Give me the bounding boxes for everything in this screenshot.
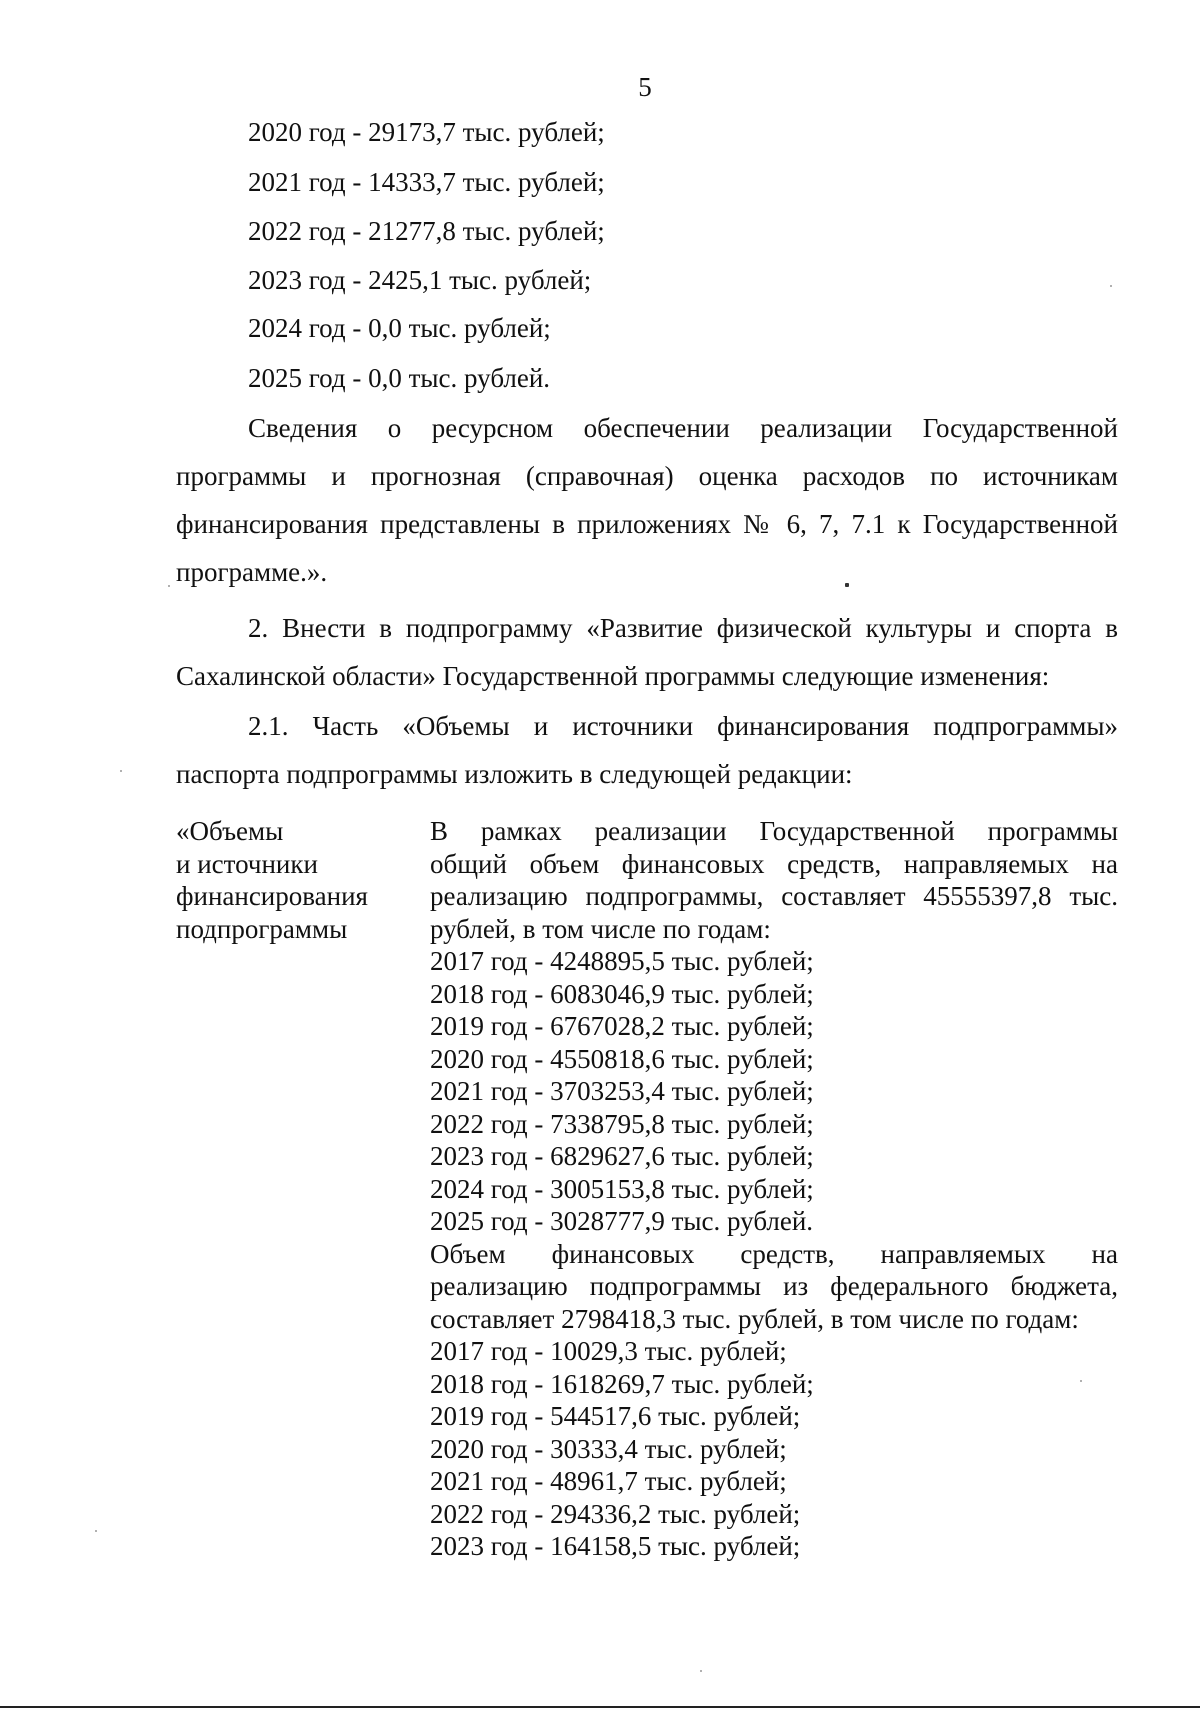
content-line: реализацию подпрограммы из федерального бюджета, [430,1271,1118,1301]
year-line: 2020 год - 30333,4 тыс. рублей; [430,1433,787,1464]
scan-speck [95,1530,97,1532]
year-line: 2021 год - 3703253,4 тыс. рублей; [430,1076,814,1106]
content-line: составляет 2798418,3 тыс. рублей, в том числе по годам: [430,1303,1079,1334]
year-line: 2023 год - 164158,5 тыс. рублей; [430,1531,801,1561]
year-line: 2017 год - 10029,3 тыс. рублей; [430,1336,787,1366]
year-line-2021: 2021 год - 14333,7 тыс. рублей; [248,167,605,197]
year-line: 2019 год - 544517,6 тыс. рублей; [430,1401,801,1431]
year-line-2025: 2025 год - 0,0 тыс. рублей. [248,363,551,393]
item-2-1-line-1: 2.1. Часть «Объемы и источники финансирования подпрограммы» [248,711,1118,741]
label-line: подпрограммы [176,913,348,944]
resources-line-2: программы и прогнозная (справочная) оценка расходов по источникам [176,461,1118,491]
year-line: 2025 год - 3028777,9 тыс. рублей. [430,1206,814,1236]
scan-speck [120,770,122,772]
item-2-line-2: Сахалинской области» Государственной программы следующие изменения: [176,661,1050,691]
scan-speck [845,583,849,587]
item-2-line-1: 2. Внести в подпрограмму «Развитие физической культуры и спорта в [248,613,1118,643]
year-line: 2024 год - 3005153,8 тыс. рублей; [430,1173,814,1204]
bottom-scan-edge [0,1706,1200,1708]
item-2-1-paragraph [176,702,1118,798]
passport-content [430,815,1118,1563]
year-line: 2017 год - 4248895,5 тыс. рублей; [430,946,814,976]
year-line: 2022 год - 294336,2 тыс. рублей; [430,1498,801,1529]
year-line-2024: 2024 год - 0,0 тыс. рублей; [248,313,551,343]
year-line-2022: 2022 год - 21277,8 тыс. рублей; [248,216,605,246]
resources-line-3: финансирования представлены в приложениях № 6, 7, 7.1 к Государственной [176,509,1118,539]
year-line: 2021 год - 48961,7 тыс. рублей; [430,1466,787,1496]
label-line: «Объемы [176,816,284,846]
scan-speck [700,1670,702,1672]
item-2-1-line-2: паспорта подпрограммы изложить в следующей редакции: [176,759,853,789]
label-line: и источники [176,848,318,879]
year-line: 2022 год - 7338795,8 тыс. рублей; [430,1108,814,1139]
resources-paragraph [176,404,1118,596]
item-2-paragraph [176,604,1118,700]
year-line-2023: 2023 год - 2425,1 тыс. рублей; [248,265,592,295]
passport-label [176,815,396,945]
resources-line-1: Сведения о ресурсном обеспечении реализации Государственной [248,413,1118,443]
year-line-2020: 2020 год - 29173,7 тыс. рублей; [248,117,605,147]
year-line: 2023 год - 6829627,6 тыс. рублей; [430,1141,814,1171]
label-line: финансирования [176,881,368,911]
scan-speck [1110,285,1112,287]
scan-speck [168,585,170,587]
year-line: 2019 год - 6767028,2 тыс. рублей; [430,1011,814,1041]
resources-line-4: программе.». [176,557,328,587]
content-line: общий объем финансовых средств, направляемых на [430,848,1118,879]
scan-speck [1080,1380,1082,1382]
year-line: 2020 год - 4550818,6 тыс. рублей; [430,1043,814,1074]
page-number: 5 [638,72,652,102]
content-line: В рамках реализации Государственной программы [430,816,1118,846]
content-line: Объем финансовых средств, направляемых на [430,1238,1118,1269]
content-line: реализацию подпрограммы, составляет 45555397,8 тыс. [430,881,1118,911]
content-line: рублей, в том числе по годам: [430,913,771,944]
year-line: 2018 год - 1618269,7 тыс. рублей; [430,1368,814,1399]
year-line: 2018 год - 6083046,9 тыс. рублей; [430,978,814,1009]
